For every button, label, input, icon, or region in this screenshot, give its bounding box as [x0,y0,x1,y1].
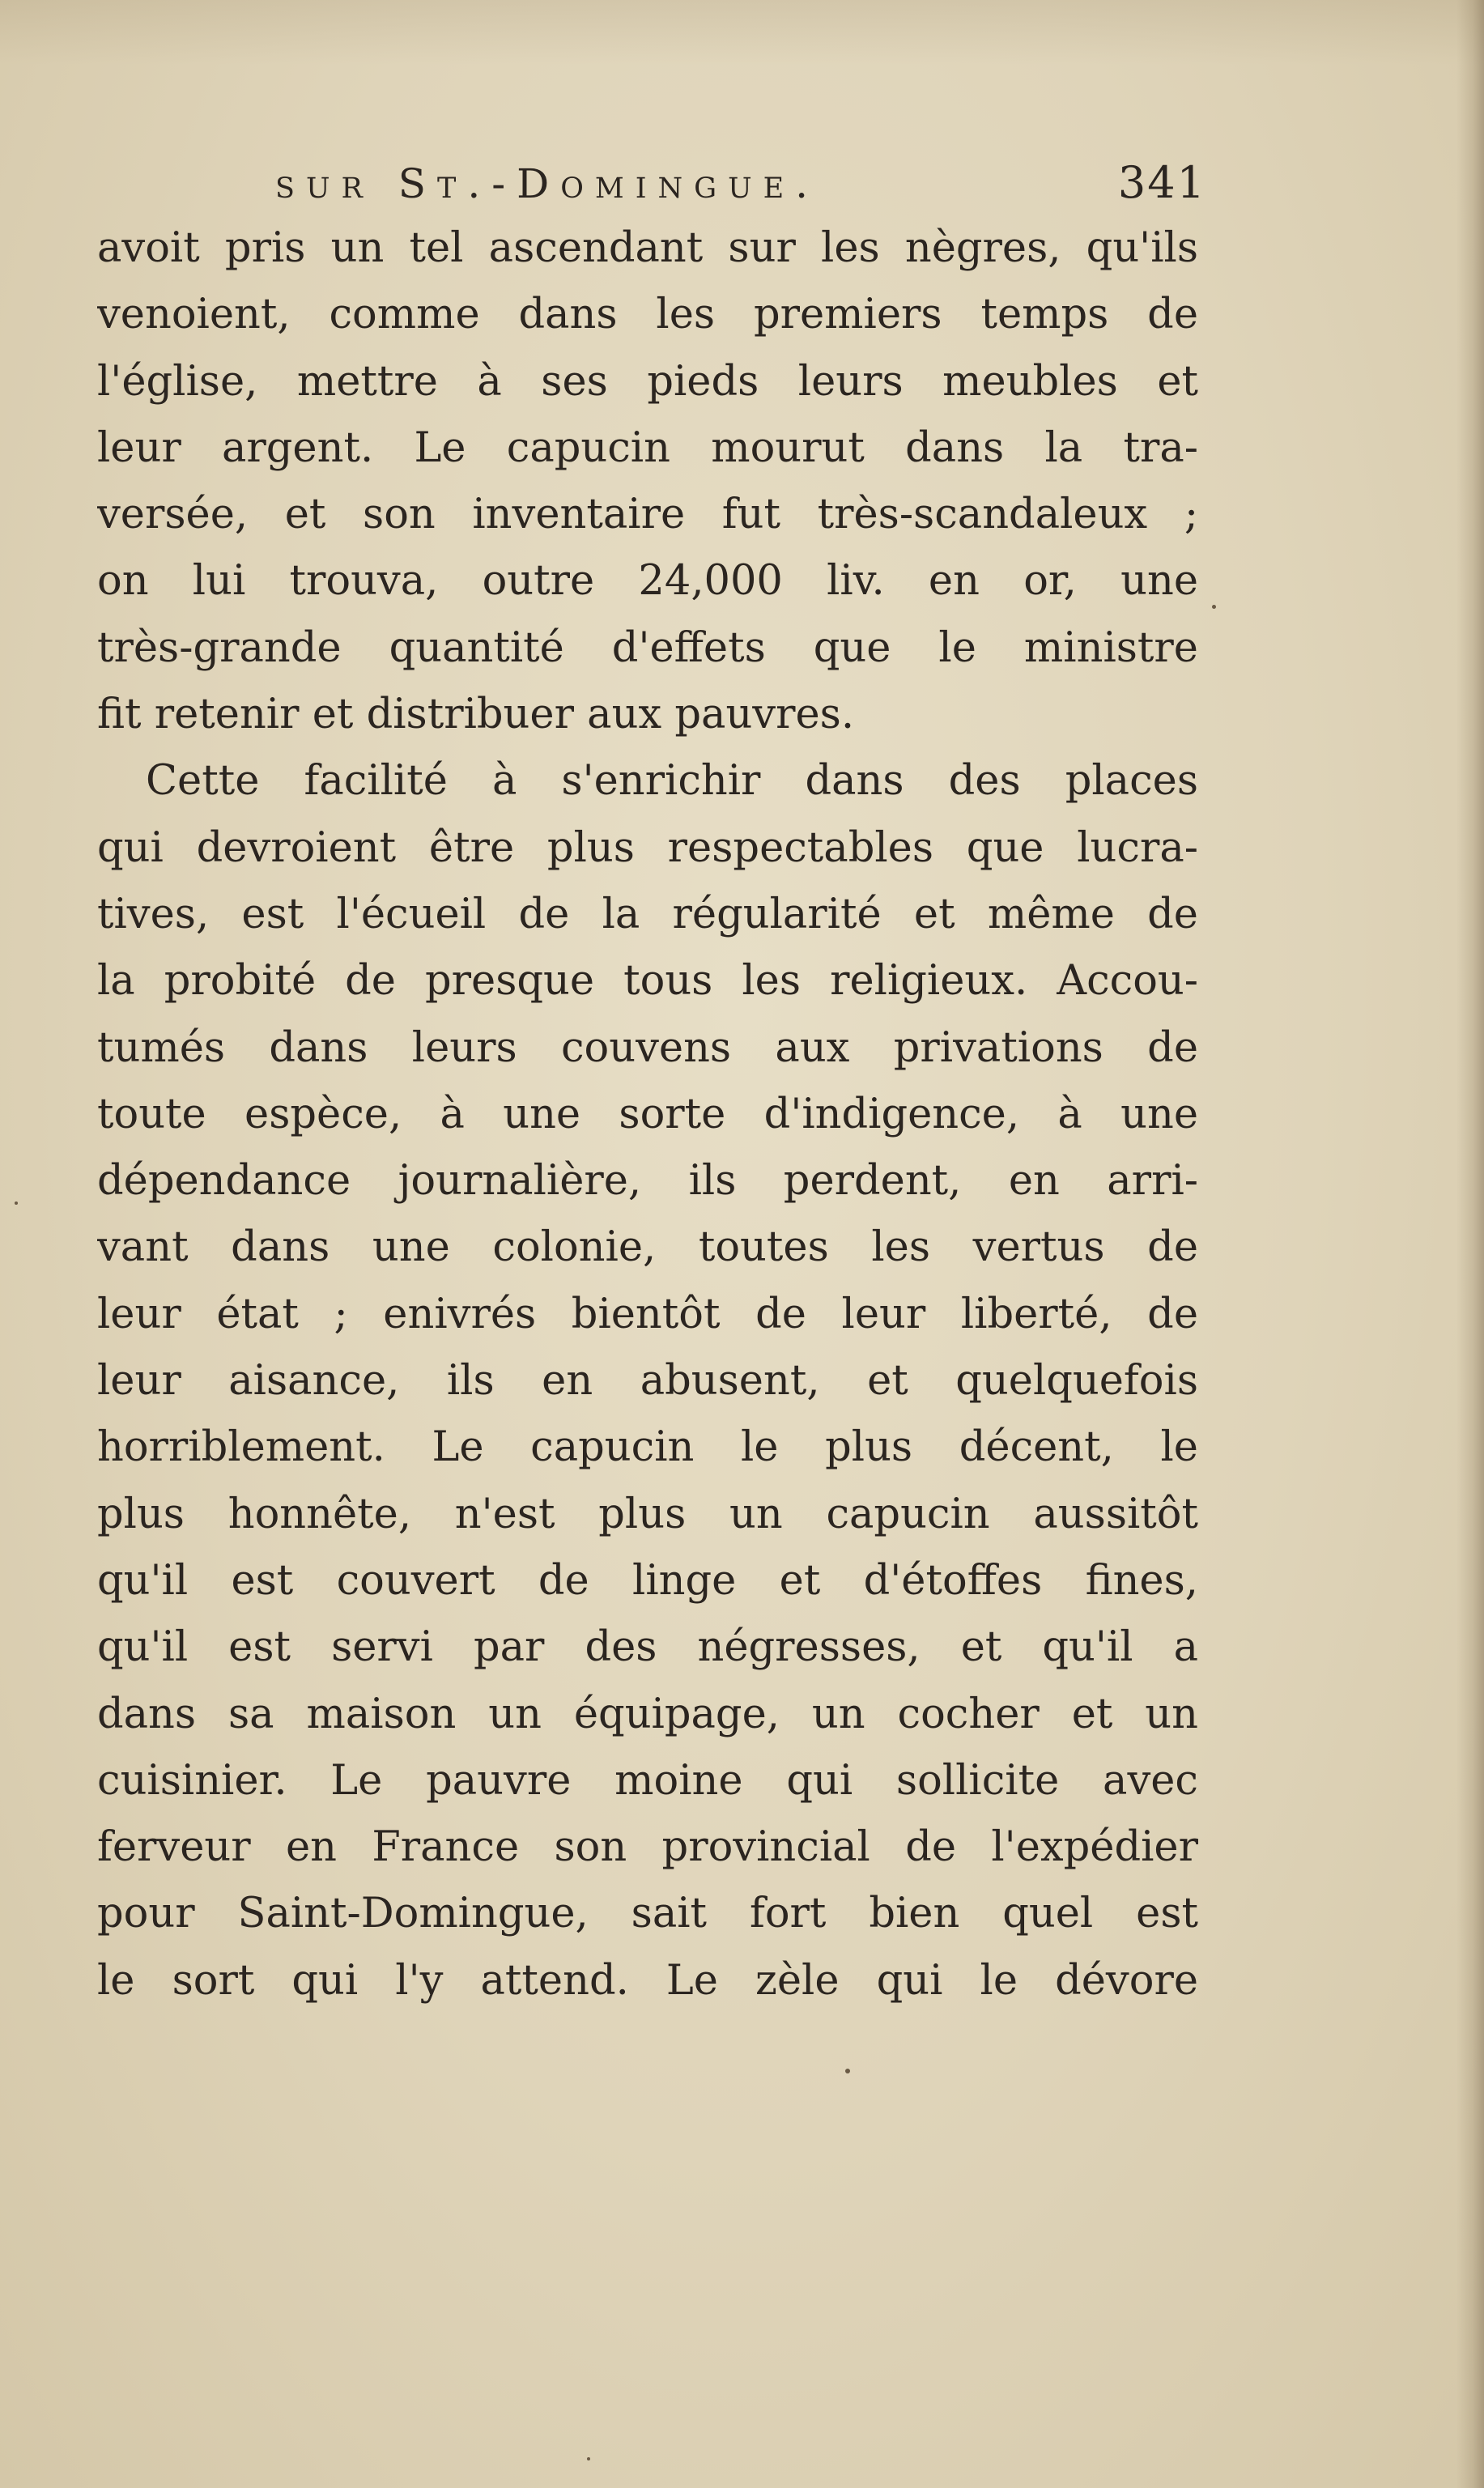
text-line: tives, est l'écueil de la régularité et même de [97,890,1198,938]
running-head-title: sur St.-Domingue. [275,160,820,207]
text-line: l'église, mettre à ses pieds leurs meubles et [97,357,1198,406]
text-line: vant dans une colonie, toutes les vertus de [97,1223,1198,1272]
page-number: 341 [1117,157,1206,208]
paper-speck [845,2069,850,2073]
text-line: fit retenir et distribuer aux pauvres. [97,691,855,739]
page-right-edge [1456,0,1484,2488]
text-line: leur état ; enivrés bientôt de leur liberté, de [97,1290,1198,1338]
text-line: qu'il est couvert de linge et d'étoffes fines, [97,1556,1198,1605]
paper-speck [1212,605,1216,609]
text-line: horriblement. Le capucin le plus décent, le [97,1423,1198,1472]
text-line: qui devroient être plus respectables que lucra- [97,823,1198,872]
text-line: versée, et son inventaire fut très-scandaleux ; [97,491,1198,539]
text-line: avoit pris un tel ascendant sur les nègres, qu'ils [97,224,1198,272]
text-line: tumés dans leurs couvens aux privations de [97,1023,1198,1072]
text-line: leur aisance, ils en abusent, et quelquefois [97,1357,1198,1406]
text-line: qu'il est servi par des négresses, et qu'il a [97,1623,1198,1672]
running-head [97,154,1206,215]
text-line: plus honnête, n'est plus un capucin aussitôt [97,1490,1198,1538]
text-line: toute espèce, à une sorte d'indigence, à une [97,1090,1198,1138]
paper-speck [587,2457,590,2460]
page-text-block [97,154,1206,2014]
text-line: la probité de presque tous les religieux. Accou- [97,957,1198,1006]
text-line: très-grande quantité d'effets que le ministre [97,623,1198,672]
text-line: on lui trouva, outre 24,000 liv. en or, une [97,557,1198,606]
text-line: ferveur en France son provincial de l'expédier [97,1823,1198,1872]
text-line: le sort qui l'y attend. Le zèle qui le dévore [97,1956,1198,2005]
text-line: dépendance journalière, ils perdent, en arri- [97,1157,1198,1206]
text-line: venoient, comme dans les premiers temps de [97,291,1198,339]
text-line: cuisinier. Le pauvre moine qui sollicite avec [97,1756,1198,1805]
page-top-shading [0,0,1484,65]
body-text [97,215,1198,2014]
paper-speck [15,1201,18,1205]
text-line: pour Saint-Domingue, sait fort bien quel est [97,1890,1198,1938]
text-line: leur argent. Le capucin mourut dans la tra- [97,423,1198,472]
text-line: dans sa maison un équipage, un cocher et un [97,1690,1198,1738]
paragraph-start-line: Cette facilité à s'enrichir dans des places [146,757,1198,806]
